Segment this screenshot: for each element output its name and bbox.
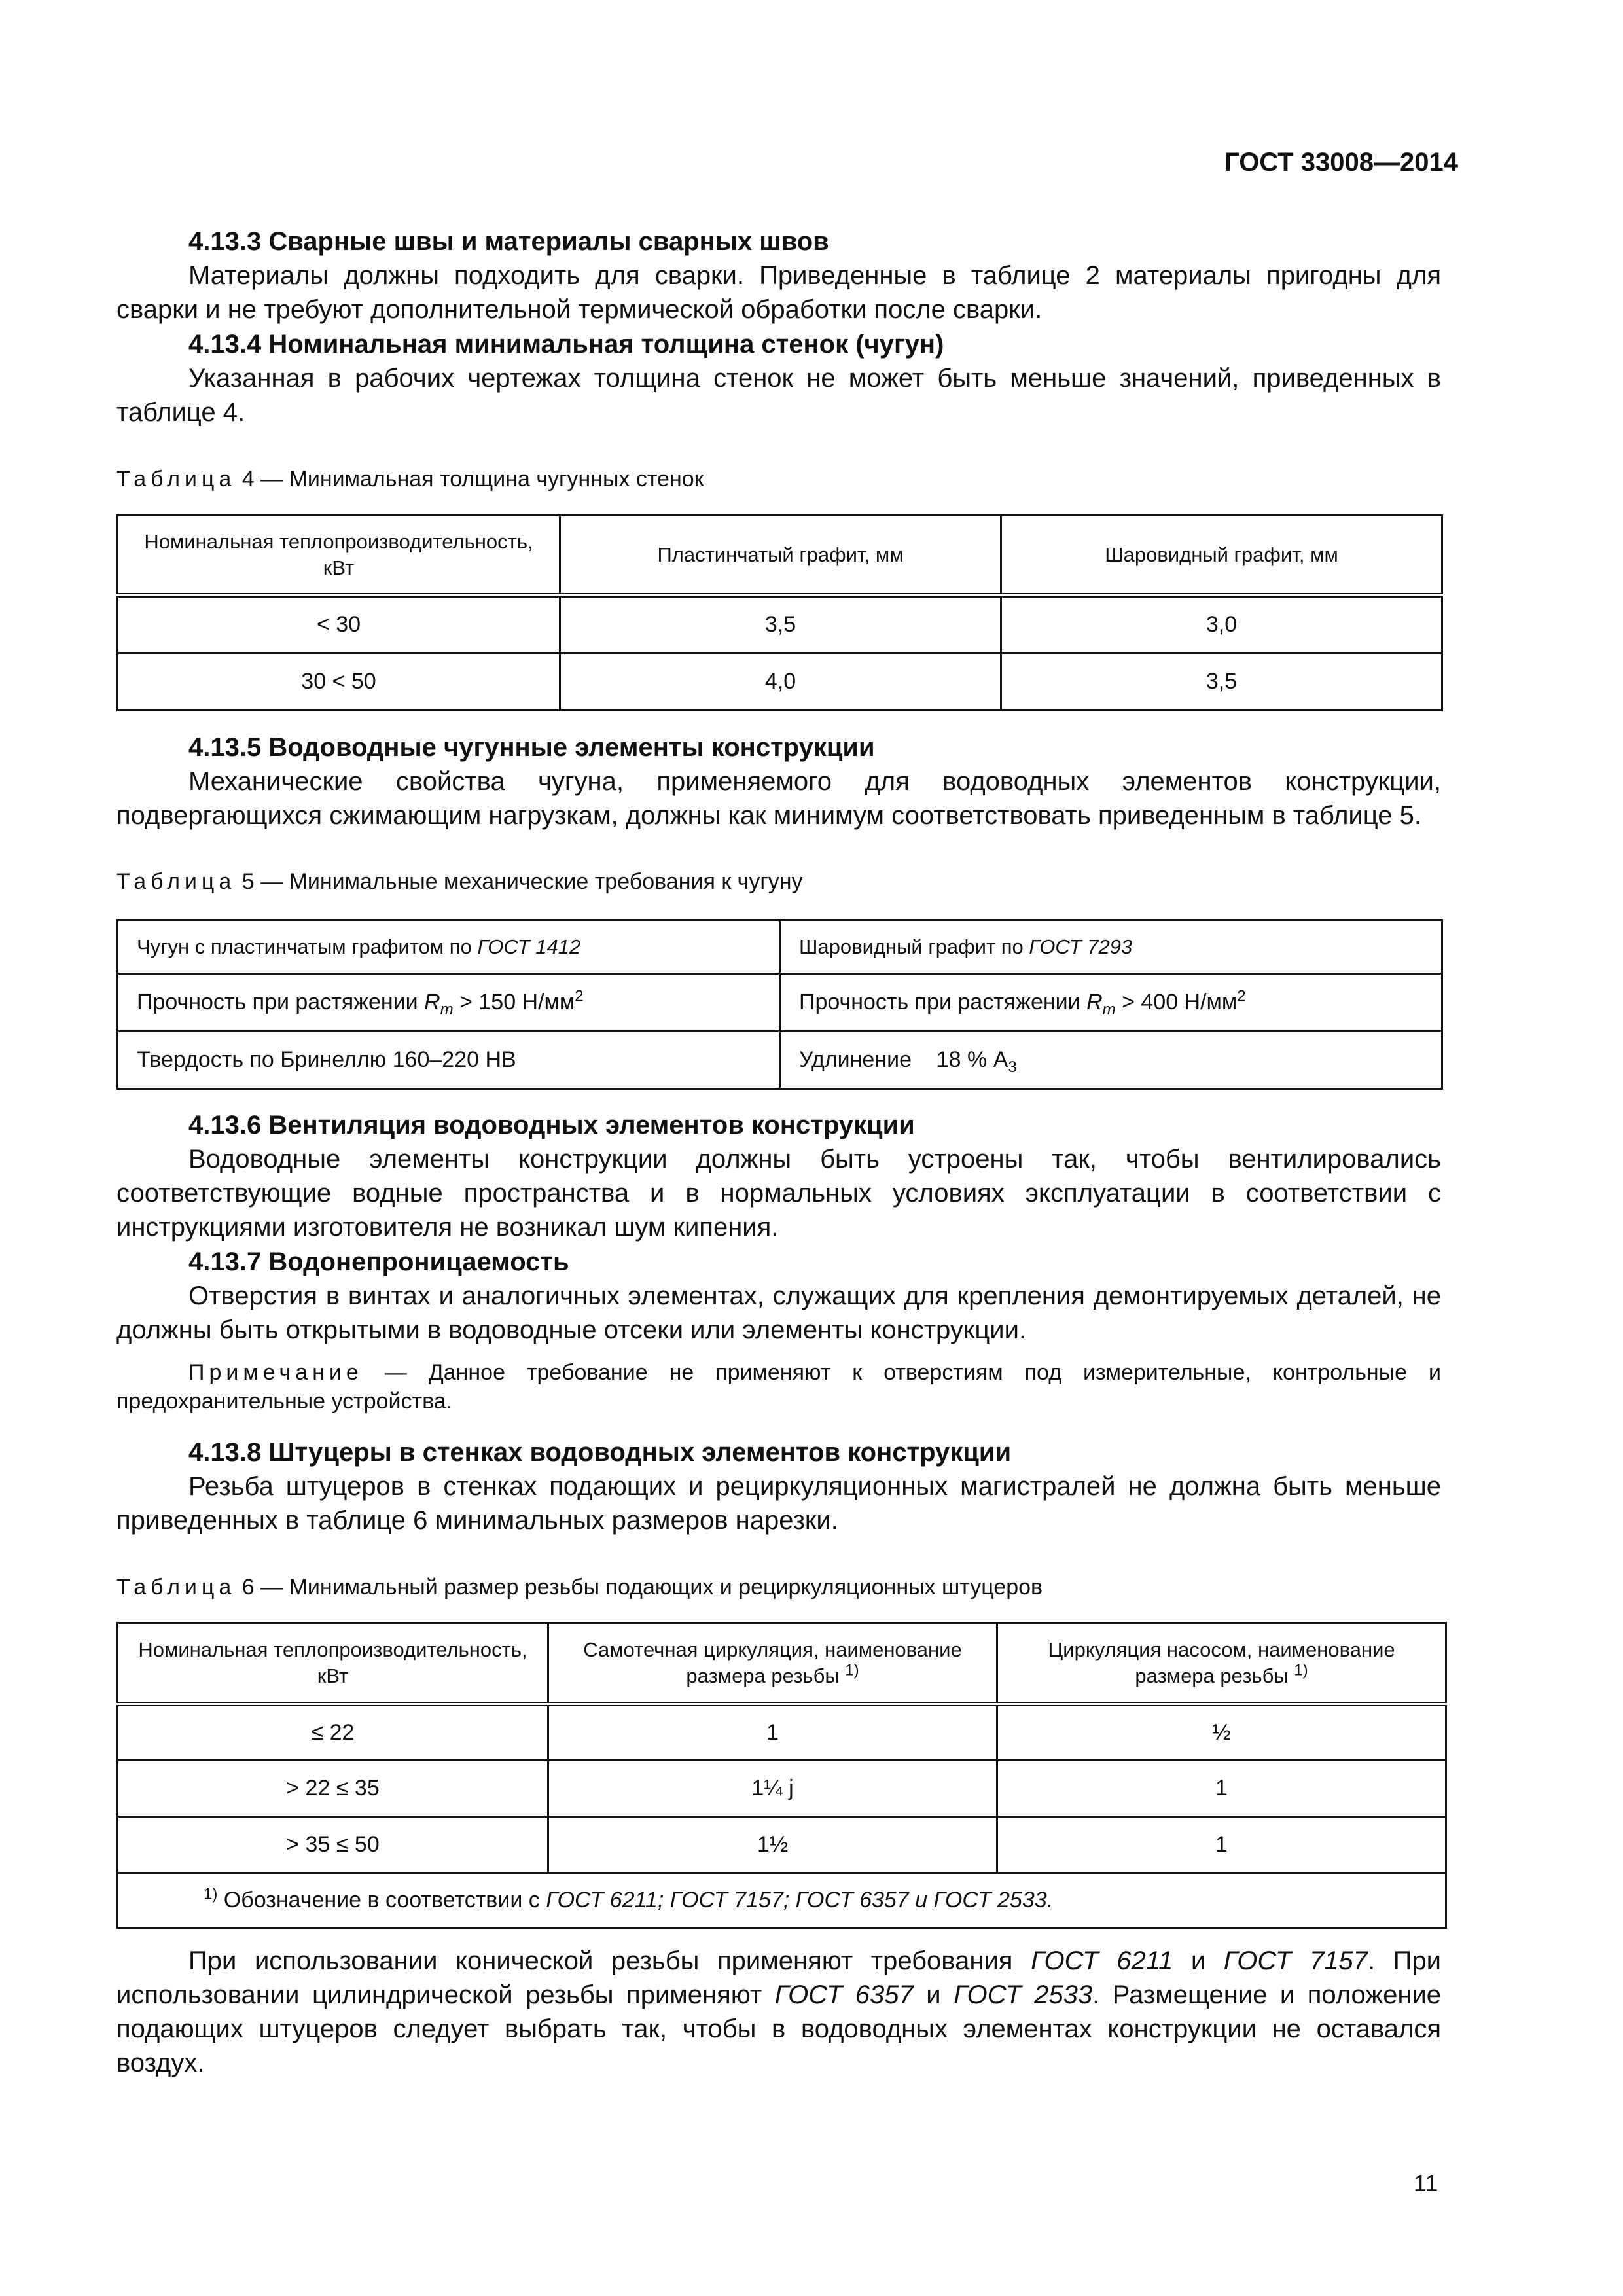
page-number: 11 <box>1414 2170 1438 2197</box>
table-cell: Прочность при растяжении $R_m > 150$ $Н/мм^2$ <box>118 974 780 1031</box>
table-cell: 3,0 <box>1001 596 1442 653</box>
table-cell: Прочность при растяжении $R_m > 400$ $Н/мм^2$ <box>780 974 1442 1031</box>
table-label: Таблица <box>116 1575 236 1600</box>
table-header-row <box>118 920 1442 974</box>
table-row <box>118 596 1442 653</box>
table-header-row <box>118 1623 1446 1704</box>
table-cell: 1 <box>548 1704 997 1761</box>
document-id-header: ГОСТ 33008—2014 <box>1224 148 1458 177</box>
table-cell: < 30 <box>118 596 560 653</box>
section-4-13-6-text: Водоводные элементы конструкции должны быть устроены так, чтобы вентилировались соответствующие водные пространства и в нормальных условиях эксплуатации в соответствии с инструкциями изготовителя не возникал шум кипения. <box>116 1145 1441 1242</box>
table-6-caption <box>116 1573 1043 1602</box>
table-footnote-row <box>118 1873 1446 1928</box>
table-cell: Удлинение 18 % $А_3$ <box>780 1031 1442 1089</box>
table-footnote: $^{1)}$ Обозначение в соответствии с ГОСТ 6211; ГОСТ 7157; ГОСТ 6357 и ГОСТ 2533. <box>118 1873 1446 1928</box>
note <box>116 1358 1441 1416</box>
section-4-13-4-text: Указанная в рабочих чертежах толщина стенок не может быть меньше значений, приведенных в таблице 4. <box>116 364 1441 427</box>
table-header-cell: Пластинчатый графит, мм <box>560 516 1001 596</box>
table-cell: 1 <box>997 1761 1446 1817</box>
table-cell: > 22 ≤ 35 <box>118 1761 548 1817</box>
table-label: Таблица <box>116 467 236 492</box>
table-4 <box>116 514 1443 711</box>
section-4-13-5-heading: 4.13.5 Водоводные чугунные элементы конструкции <box>188 733 875 762</box>
table-cell: 4,0 <box>560 653 1001 711</box>
note-text: — Данное требование не применяют к отверстиям под измерительные, контрольные и предохранительные устройства. <box>116 1360 1441 1414</box>
table-cell: > 35 ≤ 50 <box>118 1817 548 1873</box>
section-4-13-5-text: Механические свойства чугуна, применяемого для водоводных элементов конструкции, подвергающихся сжимающим нагрузкам, должны как минимум соответствовать приведенным в таблице 5. <box>116 767 1441 830</box>
table-header-cell: Шаровидный графит, мм <box>1001 516 1442 596</box>
table-header-cell: Номинальная теплопроизводительность, кВт <box>118 1623 548 1704</box>
section-4-13-6-heading: 4.13.6 Вентиляция водоводных элементов конструкции <box>188 1111 915 1139</box>
table-header-cell: Циркуляция насосом, наименование размера резьбы $^{1)}$ <box>997 1623 1446 1704</box>
table-row <box>118 1817 1446 1873</box>
table-header-cell: Чугун с пластинчатым графитом по ГОСТ 1412 <box>118 920 780 974</box>
table-cell: ½ <box>997 1704 1446 1761</box>
table-cell: 3,5 <box>1001 653 1442 711</box>
table-cell: 1½ <box>548 1817 997 1873</box>
table-4-caption <box>116 465 704 493</box>
section-4-13-7-heading: 4.13.7 Водонепроницаемость <box>188 1247 569 1276</box>
table-caption-text: 5 — Минимальные механические требования к чугуну <box>241 869 803 894</box>
table-header-cell: Шаровидный графит по ГОСТ 7293 <box>780 920 1442 974</box>
table-row <box>118 1761 1446 1817</box>
final-paragraph: При использовании конической резьбы применяют требования ГОСТ 6211 и ГОСТ 7157. При использовании цилиндрической резьбы применяют ГОСТ 6357 и ГОСТ 2533. Размещение и положение подающих штуцеров следует выбрать так, чтобы в водоводных элементах конструкции не оставался воздух. <box>116 1946 1442 2077</box>
section-4-13-7-text: Отверстия в винтах и аналогичных элементах, служащих для крепления демонтируемых деталей, не должны быть открытыми в водоводные отсеки или элементы конструкции. <box>116 1282 1441 1344</box>
table-header-row <box>118 516 1442 596</box>
table-row <box>118 974 1442 1031</box>
table-5-caption <box>116 867 803 896</box>
table-cell: 1¼ j <box>548 1761 997 1817</box>
table-cell: 1 <box>997 1817 1446 1873</box>
table-cell: 30 < 50 <box>118 653 560 711</box>
table-cell: Твердость по Бринеллю 160–220 НВ <box>118 1031 780 1089</box>
section-4-13-8-text: Резьба штуцеров в стенках подающих и рециркуляционных магистралей не должна быть меньше приведенных в таблице 6 минимальных размеров нарезки. <box>116 1472 1441 1535</box>
table-cell: ≤ 22 <box>118 1704 548 1761</box>
section-4-13-3-text: Материалы должны подходить для сварки. Приведенные в таблице 2 материалы пригодны для сварки и не требуют дополнительной термической обработки после сварки. <box>116 261 1441 324</box>
table-row <box>118 1704 1446 1761</box>
table-caption-text: 4 — Минимальная толщина чугунных стенок <box>241 467 704 492</box>
table-cell: 3,5 <box>560 596 1001 653</box>
table-row <box>118 1031 1442 1089</box>
table-5 <box>116 919 1443 1090</box>
table-header-cell: Номинальная теплопроизводительность, кВт <box>118 516 560 596</box>
table-row <box>118 653 1442 711</box>
table-header-cell: Самотечная циркуляция, наименование размера резьбы $^{1)}$ <box>548 1623 997 1704</box>
note-label: Примечание <box>188 1360 363 1385</box>
table-caption-text: 6 — Минимальный размер резьбы подающих и рециркуляционных штуцеров <box>241 1575 1043 1600</box>
section-4-13-4-heading: 4.13.4 Номинальная минимальная толщина стенок (чугун) <box>188 330 944 359</box>
table-6 <box>116 1622 1447 1929</box>
table-label: Таблица <box>116 869 236 894</box>
section-4-13-8-heading: 4.13.8 Штуцеры в стенках водоводных элементов конструкции <box>188 1438 1012 1467</box>
section-4-13-3-heading: 4.13.3 Сварные швы и материалы сварных швов <box>188 227 829 256</box>
